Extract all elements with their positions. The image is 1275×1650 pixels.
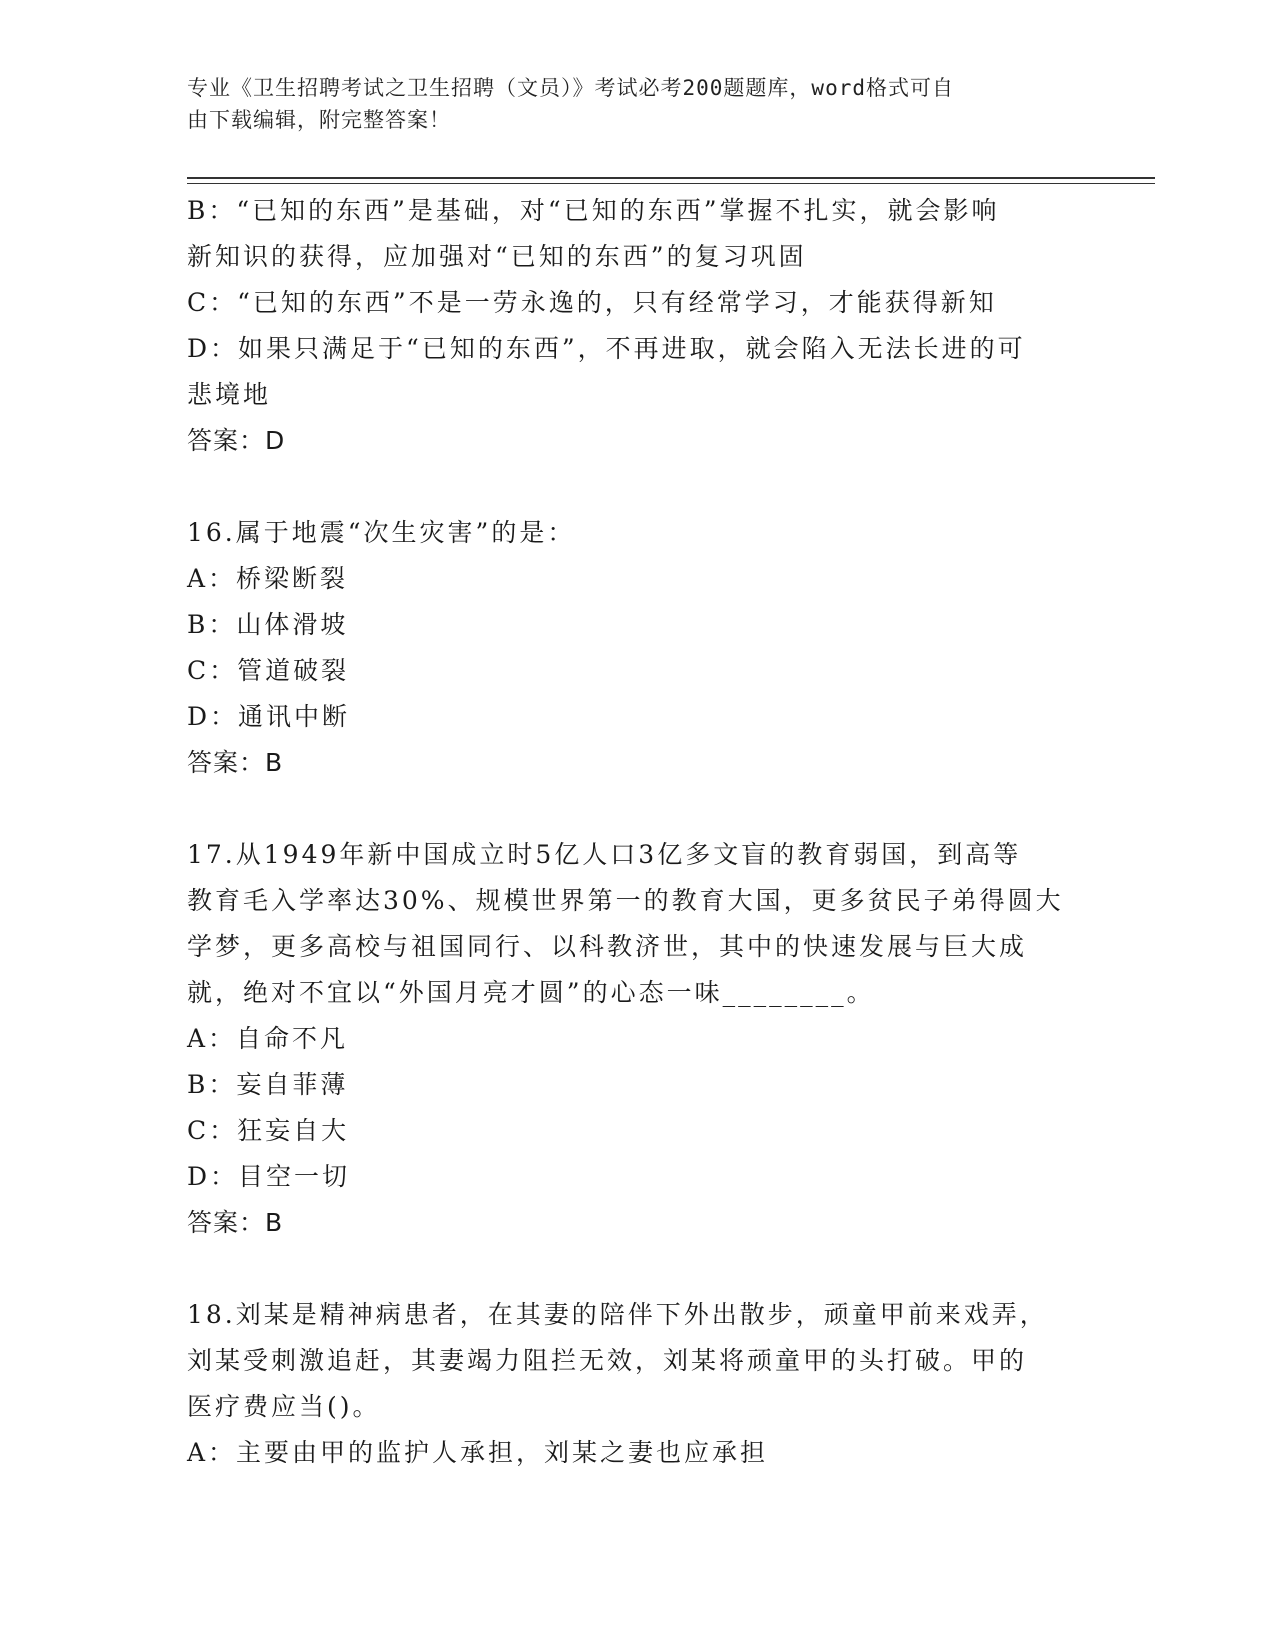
- question-stem-line-1: 17.从1949年新中国成立时5亿人口3亿多文盲的教育弱国，到高等: [187, 840, 1022, 869]
- question-15: [187, 188, 1087, 464]
- question-stem-line-3: 医疗费应当()。: [187, 1392, 381, 1421]
- option-b: B：妄自菲薄: [187, 1070, 349, 1099]
- spacer: [187, 464, 1087, 510]
- question-16: [187, 510, 1087, 786]
- option-c: C：管道破裂: [187, 656, 350, 685]
- question-stem: 16.属于地震“次生灾害”的是：: [187, 518, 576, 547]
- option-b-line-2: 新知识的获得，应加强对“已知的东西”的复习巩固: [187, 242, 807, 271]
- question-stem-line-3: 学梦，更多高校与祖国同行、以科教济世，其中的快速发展与巨大成: [187, 932, 1028, 961]
- spacer: [187, 786, 1087, 832]
- answer: 答案：B: [187, 748, 284, 777]
- document-header: [187, 72, 1067, 136]
- answer: 答案：D: [187, 426, 286, 455]
- question-18: [187, 1292, 1087, 1476]
- header-rule-thick: [187, 177, 1155, 179]
- header-line-1: 专业《卫生招聘考试之卫生招聘（文员）》考试必考200题题库，word格式可自: [187, 76, 954, 100]
- option-d: D：通讯中断: [187, 702, 351, 731]
- option-c: C：狂妄自大: [187, 1116, 350, 1145]
- header-rule-thin: [187, 183, 1155, 184]
- option-b-line-1: B：“已知的东西”是基础，对“已知的东西”掌握不扎实，就会影响: [187, 196, 1000, 225]
- option-a: A：桥梁断裂: [187, 564, 349, 593]
- option-a: A：主要由甲的监护人承担，刘某之妻也应承担: [187, 1438, 769, 1467]
- question-list: [187, 188, 1087, 1476]
- header-line-2: 由下载编辑，附完整答案！: [187, 108, 451, 132]
- option-d-line-1: D：如果只满足于“已知的东西”，不再进取，就会陷入无法长进的可: [187, 334, 1026, 363]
- question-17: [187, 832, 1087, 1246]
- option-b: B：山体滑坡: [187, 610, 349, 639]
- option-d: D：目空一切: [187, 1162, 351, 1191]
- question-stem-line-1: 18.刘某是精神病患者，在其妻的陪伴下外出散步，顽童甲前来戏弄，: [187, 1300, 1048, 1329]
- spacer: [187, 1246, 1087, 1292]
- question-stem-line-4: 就，绝对不宜以“外国月亮才圆”的心态一味________。: [187, 978, 875, 1007]
- option-d-line-2: 悲境地: [187, 380, 272, 409]
- option-c: C：“已知的东西”不是一劳永逸的，只有经常学习，才能获得新知: [187, 288, 997, 317]
- option-a: A：自命不凡: [187, 1024, 349, 1053]
- question-stem-line-2: 刘某受刺激追赶，其妻竭力阻拦无效，刘某将顽童甲的头打破。甲的: [187, 1346, 1028, 1375]
- question-stem-line-2: 教育毛入学率达30%、规模世界第一的教育大国，更多贫民子弟得圆大: [187, 886, 1064, 915]
- answer: 答案：B: [187, 1208, 284, 1237]
